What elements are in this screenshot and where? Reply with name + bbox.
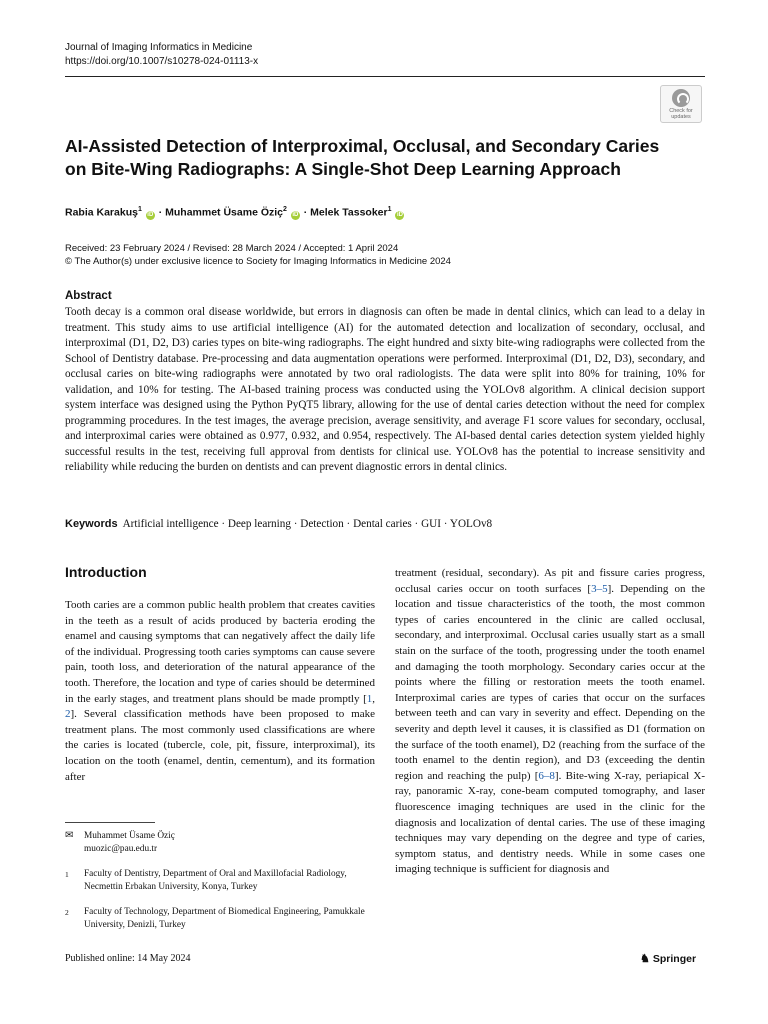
check-for-updates-badge[interactable]: Check for updates — [660, 85, 702, 123]
author-name[interactable]: Melek Tassoker — [310, 206, 388, 219]
orcid-icon[interactable]: iD — [147, 211, 154, 218]
citation-link[interactable]: 2 — [65, 708, 71, 721]
journal-header — [65, 41, 258, 69]
affiliation-2: 2 Faculty of Technology, Department of Biomedical Engineering, Pamukkale University, Denizli, Turkey — [65, 907, 365, 930]
intro-column-right: treatment (residual, secondary). As pit and fissure caries progress, occlusal caries occur on tooth surfaces [3–5]. Depending on the location and tissue characteristics of the tooth, the most common types of caries encountered in the clinic are called occlusal, secondary, and interproximal. Occlusal caries usually start as a small stain on the surface of the tooth, progressing under the tooth enamel and damaging the tooth morphology. Secondary caries occur at the points where the filling or restoration meets the tooth enamel. Interproximal caries are types of caries that occur on the surfaces between teeth and can vary in severity and effect. Depending on the severity and depth level it causes, it is classified as D1 (formation on the surface of the tooth enamel), D2 (reaching from the surface of the tooth enamel to the dentin region), and D3 (exceeding the dentin region and reaching the pulp) [6–8]. Bite-wing X-ray, periapical X-ray, panoramic X-ray, cone-beam computed tomography, and laser fluorescence imaging techniques are used in the clinic for the diagnosis and localization of dental caries. The use of these imaging techniques may vary depending on the degree and type of caries, symptom status, and dentistry needs. While in some cases one imaging technique is sufficient for diagnosis and — [395, 567, 705, 876]
citation-link[interactable]: 3–5 — [591, 582, 608, 595]
springer-horse-icon: ♞ — [640, 953, 650, 965]
journal-name: Journal of Imaging Informatics in Medicine — [65, 42, 253, 53]
orcid-icon[interactable]: iD — [292, 211, 299, 218]
author-list: Rabia Karakuş$^1$ iD · Muhammet Üsame Öziç$^2$ iD · Melek Tassoker$^1$ iD — [65, 206, 403, 219]
email-icon: ✉ — [65, 830, 74, 841]
published-date: Published online: 14 May 2024 — [65, 953, 191, 964]
check-for-updates-icon — [672, 89, 690, 107]
author-name[interactable]: Rabia Karakuş — [65, 206, 138, 219]
header-rule — [65, 76, 705, 77]
corresponding-email[interactable]: muozic@pau.edu.tr — [84, 844, 158, 854]
intro-column-left: Tooth caries are a common public health problem that creates cavities in the teeth as a result of acids produced by bacteria eroding the enamel and causing symptoms that can negatively affect the daily life of the individual. Progressing tooth caries symptoms can cause severe pain, tooth loss, and deterioration of the natural appearance of the tooth. Therefore, the location and type of caries should be determined in the early stages, and treatment plans should be made promptly [1, 2]. Several classification methods have been proposed to make treatment plans. The most commonly used classifications are where the caries is located (tubercle, cole, pit, fissure, interproximal), its location on the tooth (enamel, dentin, cementum), and its formation after — [65, 599, 375, 783]
article-history — [65, 242, 451, 268]
publisher-logo[interactable] — [640, 952, 696, 965]
citation-link[interactable]: 1 — [366, 692, 373, 705]
keywords — [65, 517, 492, 532]
corresponding-author: ✉ Muhammet Üsame Öziç muozic@pau.edu.tr — [65, 830, 375, 856]
abstract-text: Tooth decay is a common oral disease worldwide, but errors in diagnosis can often be made in dental clinics, which can lead to a delay in treatment. This study aims to use artificial intelligence (AI) for the automated detection and localization of secondary, occlusal, and interproximal (D1, D2, D3) caries types on bite-wing radiographs. The eight hundred and sixty bite-wing radiographs were collected from the School of Dentistry database. Pre-processing and data augmentation operations were performed. Interproximal (D1, D2, D3), secondary, and occlusal caries on bite-wing radiographs were annotated by two oral radiologists. The data were split into 80% for training, 10% for validation, and 10% for testing. The AI-based training process was conducted using the YOLOv8 algorithm. A clinical decision support system interface was designed using the Python PyQT5 library, allowing for the use of dental caries detection without the need for complex programming procedures. In the test images, the average precision, average sensitivity, and average F1 score values for secondary, occlusal, and interproximal caries were obtained as 0.977, 0.932, and 0.954, respectively. The AI-based dental caries detection system yielded highly successful results in the test, receiving full approval from dentists for clinical use. YOLOv8 has the potential to increase sensitivity and reliability while reducing the burden on dentists and can prevent diagnostic errors in dental clinics. — [65, 306, 705, 473]
copyright-line: © The Author(s) under exclusive licence to Society for Imaging Informatics in Medicine 2024 — [65, 256, 451, 267]
footnotes — [65, 830, 375, 932]
author-name[interactable]: Muhammet Üsame Öziç — [165, 206, 283, 219]
abstract-heading: Abstract — [65, 290, 112, 302]
affiliation-1: 1 Faculty of Dentistry, Department of Oral and Maxillofacial Radiology, Necmettin Erbakan University, Konya, Turkey — [65, 869, 347, 892]
paper-title: AI-Assisted Detection of Interproximal, Occlusal, and Secondary Caries on Bite-Wing Radiographs: A Single-Shot Deep Learning Approach — [65, 136, 660, 179]
section-heading-introduction: Introduction — [65, 564, 147, 580]
dates-line: Received: 23 February 2024 / Revised: 28 March 2024 / Accepted: 1 April 2024 — [65, 243, 399, 254]
orcid-icon[interactable]: iD — [396, 211, 403, 218]
doi-link[interactable]: https://doi.org/10.1007/s10278-024-01113-x — [65, 56, 259, 67]
keywords-text: Artificial intelligence · Deep learning · Detection · Dental caries · GUI · YOLOv8 — [122, 518, 493, 530]
keywords-label: Keywords — [65, 518, 118, 530]
citation-link[interactable]: 6–8 — [538, 769, 555, 782]
publisher-name: Springer — [652, 953, 697, 965]
footnote-rule — [65, 822, 155, 823]
